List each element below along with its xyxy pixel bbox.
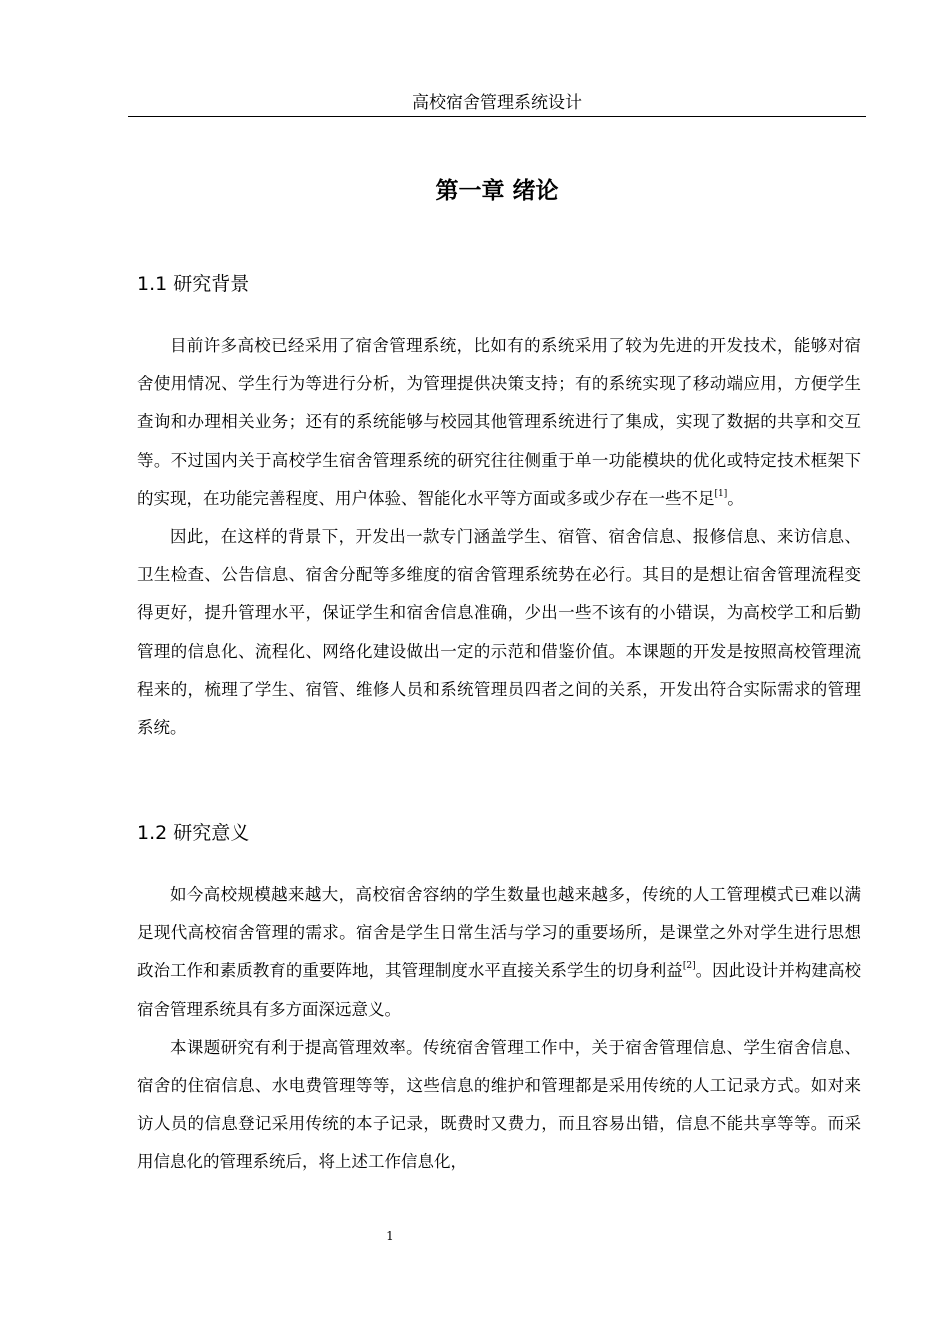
paragraph — [137, 518, 861, 747]
paragraph-tail: 。因此设计并构建高校宿舍管理系统具有多方面深远意义。 — [137, 961, 862, 1019]
section-heading-1-2: 1.2 研究意义 — [137, 822, 250, 844]
citation: [1] — [714, 488, 728, 499]
paragraph-text: 如今高校规模越来越大，高校宿舍容纳的学生数量也越来越多，传统的人工管理模式已难以满足现代高校宿舍管理的需求。宿舍是学生日常生活与学习的重要场所，是课堂之外对学生进行思想政治工作和素质教育的重要阵地，其管理制度水平直接关系学生的切身利益 — [137, 885, 861, 981]
paragraph-text: 目前许多高校已经采用了宿舍管理系统，比如有的系统采用了较为先进的开发技术，能够对宿舍使用情况、学生行为等进行分析，为管理提供决策支持；有的系统实现了移动端应用，方便学生查询和办理相关业务；还有的系统能够与校园其他管理系统进行了集成，实现了数据的共享和交互等。不过国内关于高校学生宿舍管理系统的研究往往侧重于单一功能模块的优化或特定技术框架下的实现，在功能完善程度、用户体验、智能化水平等方面或多或少存在一些不足 — [137, 336, 861, 508]
section-1-1-body — [137, 327, 861, 747]
section-1-2-body — [137, 876, 861, 1182]
paragraph — [137, 327, 861, 518]
chapter-title: 第一章 绪论 — [435, 178, 559, 204]
running-header: 高校宿舍管理系统设计 — [412, 93, 582, 113]
header-rule — [128, 116, 866, 117]
section-heading-1-1: 1.1 研究背景 — [137, 273, 250, 295]
citation: [2] — [682, 961, 696, 972]
paragraph-text: 本课题研究有利于提高管理效率。传统宿舍管理工作中，关于宿舍管理信息、学生宿舍信息、宿舍的住宿信息、水电费管理等等，这些信息的维护和管理都是采用传统的人工记录方式。如对来访人员的信息登记采用传统的本子记录，既费时又费力，而且容易出错，信息不能共享等等。而采用信息化的管理系统后，将上述工作信息化， — [137, 1037, 861, 1172]
paragraph — [137, 876, 861, 1029]
paragraph — [137, 1029, 861, 1182]
paragraph-tail: 。 — [727, 488, 744, 508]
page-number: 1 — [386, 1229, 394, 1243]
paragraph-text: 因此，在这样的背景下，开发出一款专门涵盖学生、宿管、宿舍信息、报修信息、来访信息、卫生检查、公告信息、宿舍分配等多维度的宿舍管理系统势在必行。其目的是想让宿舍管理流程变得更好，提升管理水平，保证学生和宿舍信息准确，少出一些不该有的小错误，为高校学工和后勤管理的信息化、流程化、网络化建设做出一定的示范和借鉴价值。本课题的开发是按照高校管理流程来的，梳理了学生、宿管、维修人员和系统管理员四者之间的关系，开发出符合实际需求的管理系统。 — [137, 527, 861, 738]
